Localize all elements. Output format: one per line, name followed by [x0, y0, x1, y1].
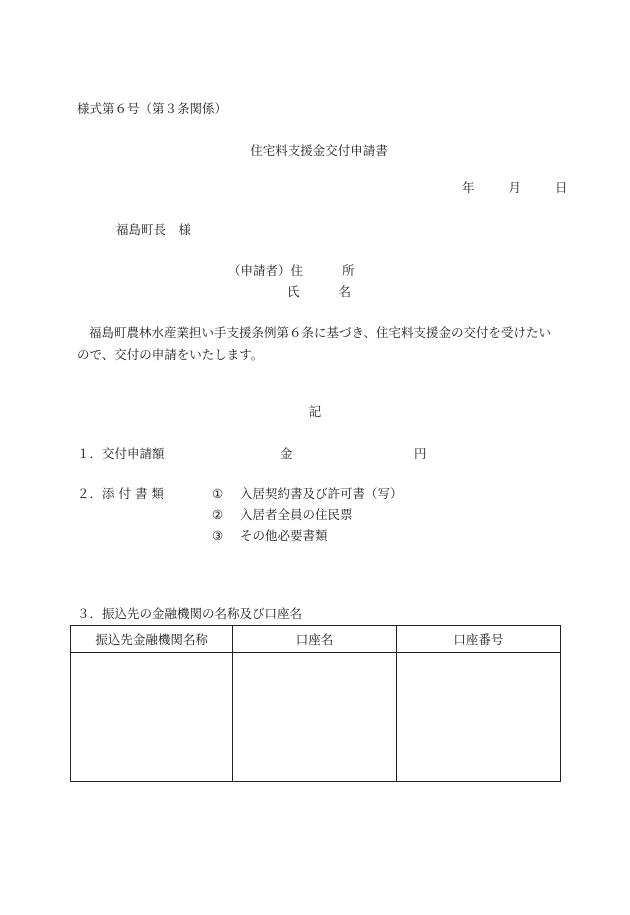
date-line — [462, 180, 568, 195]
date-month: 月 — [508, 180, 522, 195]
item3-label: ３．振込先の金融機関の名称及び口座名 — [77, 606, 303, 621]
item2-label: ２．添 付 書 類 — [77, 486, 164, 501]
form-number: 様式第６号（第３条関係） — [77, 101, 228, 116]
account-number-cell[interactable] — [396, 653, 560, 782]
applicant-address-line — [228, 263, 355, 278]
header-account-number: 口座番号 — [396, 626, 560, 653]
attachment-text: 入居契約書及び許可書（写） — [240, 486, 403, 501]
header-account-name: 口座名 — [233, 626, 396, 653]
addressee: 福島町長 様 — [116, 222, 192, 237]
item1-amount-prefix: 金 — [280, 446, 293, 461]
attachment-item — [212, 486, 403, 507]
table-header-row — [71, 626, 561, 653]
attachment-text: その他必要書類 — [240, 528, 328, 543]
bank-account-table — [70, 625, 561, 782]
bank-name-cell[interactable] — [71, 653, 233, 782]
applicant-address-suffix: 所 — [342, 263, 355, 278]
document-title: 住宅料支援金交付申請書 — [250, 143, 388, 158]
account-name-cell[interactable] — [233, 653, 396, 782]
table-row — [71, 653, 561, 782]
attachment-number: ① — [212, 486, 224, 501]
attachment-number: ③ — [212, 528, 224, 543]
attachment-item — [212, 507, 403, 528]
attachment-list — [212, 486, 403, 549]
applicant-name-suffix: 名 — [338, 284, 352, 299]
item1-label: １．交付申請額 — [77, 446, 165, 461]
ki-heading: 記 — [308, 404, 322, 419]
date-day: 日 — [555, 180, 568, 195]
attachment-number: ② — [212, 507, 224, 522]
item1-unit: 円 — [414, 446, 427, 461]
header-bank-name: 振込先金融機関名称 — [71, 626, 233, 653]
attachment-item — [212, 528, 403, 549]
applicant-label: （申請者）住 — [228, 263, 304, 278]
date-year: 年 — [462, 180, 475, 195]
attachment-text: 入居者全員の住民票 — [240, 507, 353, 522]
applicant-name-prefix: 氏 — [287, 284, 300, 299]
application-body-text: 福島町農林水産業担い手支援条例第６条に基づき、住宅料支援金の交付を受けたいので、交付の申請をいたします。 — [77, 325, 552, 362]
applicant-name-line — [287, 284, 351, 299]
